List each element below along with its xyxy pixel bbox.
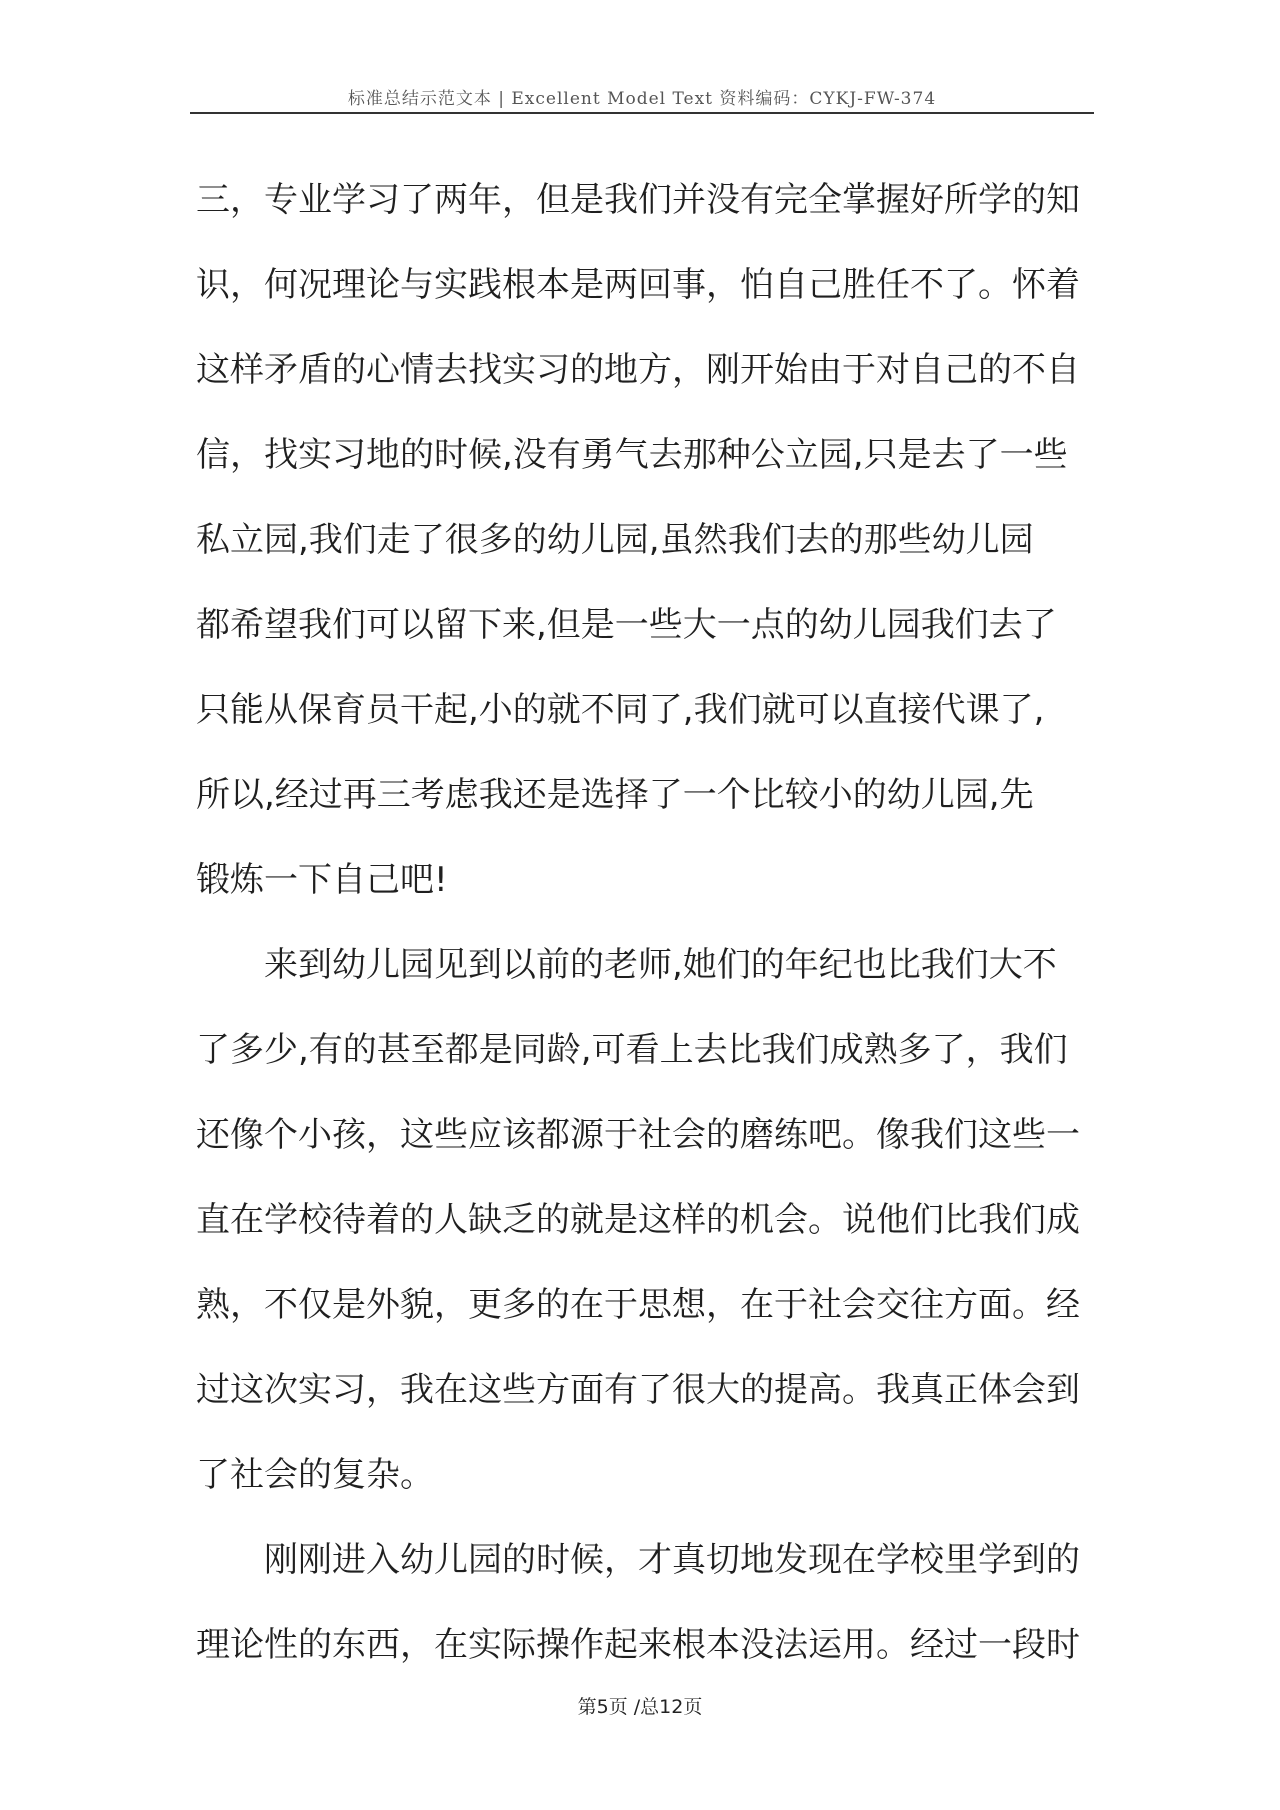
text-line: 只能从保育员干起,小的就不同了,我们就可以直接代课了,: [196, 690, 1045, 730]
header-divider: [190, 112, 1094, 114]
text-line: 识，何况理论与实践根本是两回事，怕自己胜任不了。怀着: [196, 265, 1080, 305]
document-body: [196, 170, 1096, 1700]
text-line: 这样矛盾的心情去找实习的地方，刚开始由于对自己的不自: [196, 350, 1080, 390]
text-line: 所以,经过再三考虑我还是选择了一个比较小的幼儿园,先: [196, 775, 1034, 815]
text-line: 私立园,我们走了很多的幼儿园,虽然我们去的那些幼儿园: [196, 520, 1034, 560]
text-line: 信，找实习地的时候,没有勇气去那种公立园,只是去了一些: [196, 435, 1068, 475]
page-header: 标准总结示范文本 | Excellent Model Text 资料编码：CYKJ-FW-374: [347, 89, 937, 109]
text-line: 过这次实习，我在这些方面有了很大的提高。我真正体会到: [196, 1370, 1080, 1410]
paragraph-first-line: 来到幼儿园见到以前的老师,她们的年纪也比我们大不: [264, 945, 1057, 985]
text-line: 锻炼一下自己吧!: [196, 860, 448, 900]
text-line: 熟，不仅是外貌，更多的在于思想，在于社会交往方面。经: [196, 1285, 1080, 1325]
text-line: 了社会的复杂。: [196, 1455, 434, 1495]
text-line: 三，专业学习了两年，但是我们并没有完全掌握好所学的知: [196, 180, 1080, 220]
text-line: 都希望我们可以留下来,但是一些大一点的幼儿园我们去了: [196, 605, 1057, 645]
text-line: 理论性的东西，在实际操作起来根本没法运用。经过一段时: [196, 1625, 1080, 1665]
text-line: 了多少,有的甚至都是同龄,可看上去比我们成熟多了，我们: [196, 1030, 1068, 1070]
page-number: 第5页 /总12页: [577, 1696, 703, 1718]
text-line: 直在学校待着的人缺乏的就是这样的机会。说他们比我们成: [196, 1200, 1080, 1240]
text-line: 还像个小孩，这些应该都源于社会的磨练吧。像我们这些一: [196, 1115, 1080, 1155]
paragraph-first-line: 刚刚进入幼儿园的时候，才真切地发现在学校里学到的: [264, 1540, 1080, 1580]
